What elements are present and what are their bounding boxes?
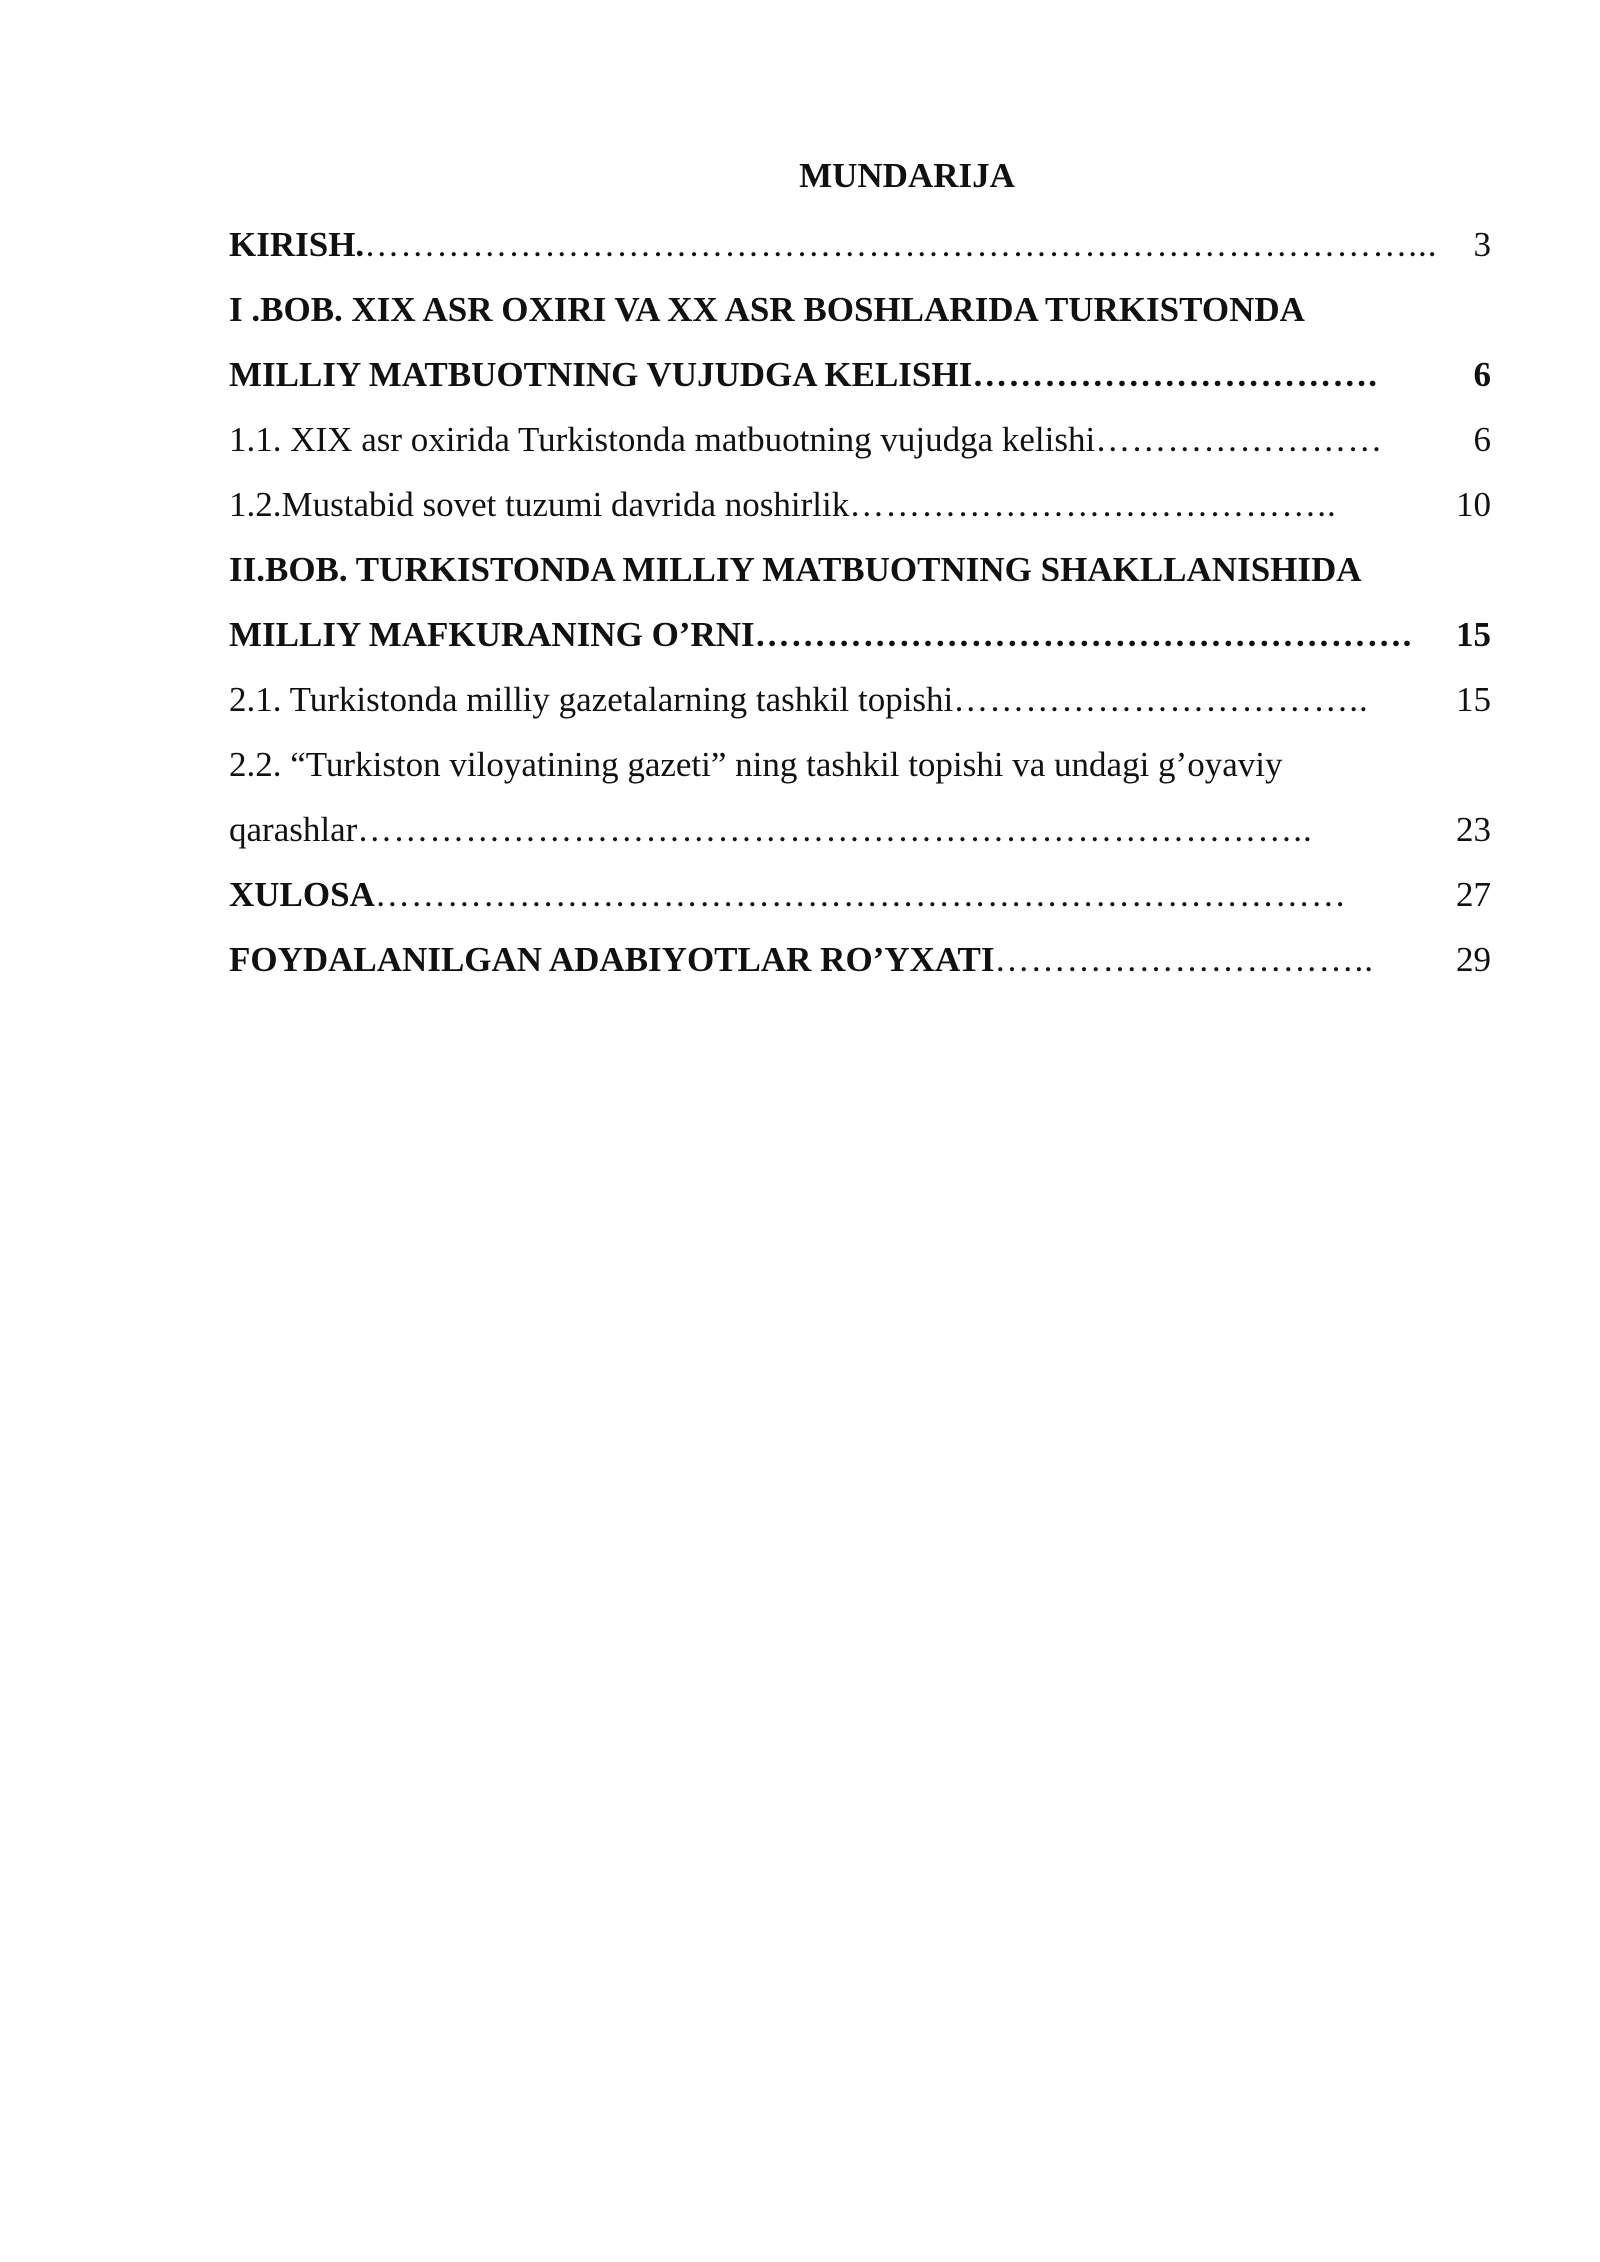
toc-entry-text: 2.1. Turkistonda milliy gazetalarning tashkil topishi <box>229 680 954 719</box>
toc-entry-chapter-1 <box>229 277 1491 407</box>
toc-entry-leader: …………………… <box>1095 420 1384 459</box>
toc-entry-text: MILLIY MAFKURANING O’RNI <box>229 615 755 654</box>
toc-entry-bibliography <box>229 927 1491 992</box>
toc-entry-page: 29 <box>1456 940 1491 979</box>
toc-entry-text: qarashlar <box>229 810 358 849</box>
toc-entry-text: I .BOB. XIX ASR OXIRI VA XX ASR BOSHLARIDA TURKISTONDA <box>229 290 1305 329</box>
toc-entry-line <box>229 797 1491 862</box>
toc-entry-text: 1.2.Mustabid sovet tuzumi davrida noshirlik <box>229 485 850 524</box>
toc-entry-leader: ……………………………………………………………………… <box>374 875 1347 914</box>
toc-entry-leader: ……………………………. <box>972 355 1378 394</box>
toc-entry-text: MILLIY MATBUOTNING VUJUDGA KELISHI <box>229 355 973 394</box>
toc-entry-kirish <box>229 212 1491 277</box>
toc-entry-line <box>229 602 1491 667</box>
toc-entry-page: 27 <box>1456 875 1491 914</box>
toc-entry-text: XULOSA <box>229 875 375 914</box>
toc-entry-chapter-2 <box>229 537 1491 667</box>
toc-entry-line <box>229 342 1491 407</box>
toc-entry-leader: ………………………….. <box>994 940 1375 979</box>
toc-entry-text: 2.2. “Turkiston viloyatining gazeti” ning tashkil topishi va undagi g’oyaviy <box>229 745 1283 784</box>
toc-entry-leader: …………………………….. <box>953 680 1369 719</box>
toc-entry-text: FOYDALANILGAN ADABIYOTLAR RO’YXATI <box>229 940 995 979</box>
toc-entry-section-2-2 <box>229 732 1491 862</box>
toc-entry-leader: ………………………………….. <box>849 485 1337 524</box>
toc-entry-page: 6 <box>1473 355 1491 394</box>
toc-entry-page: 15 <box>1456 615 1491 654</box>
toc-entry-leader: ……………………………………………………………………………... <box>364 225 1438 264</box>
toc-entry-page: 3 <box>1473 225 1491 264</box>
table-of-contents <box>229 146 1491 992</box>
toc-entry-leader: …………………………………………………………………….. <box>357 810 1313 849</box>
toc-entry-leader: ………………………………………………. <box>754 615 1413 654</box>
toc-entry-page: 23 <box>1456 810 1491 849</box>
toc-entry-section-1-1 <box>229 407 1491 472</box>
toc-entry-page: 6 <box>1473 420 1491 459</box>
toc-entry-text: 1.1. XIX asr oxirida Turkistonda matbuotning vujudga kelishi <box>229 420 1096 459</box>
toc-entry-section-1-2 <box>229 472 1491 537</box>
toc-entry-text: II.BOB. TURKISTONDA MILLIY MATBUOTNING SHAKLLANISHIDA <box>229 550 1362 589</box>
toc-entry-xulosa <box>229 862 1491 927</box>
toc-entry-section-2-1 <box>229 667 1491 732</box>
toc-entry-page: 10 <box>1456 485 1491 524</box>
toc-entry-text: KIRISH. <box>229 225 365 264</box>
toc-title: MUNDARIJA <box>799 156 1015 195</box>
toc-entry-page: 15 <box>1456 680 1491 719</box>
